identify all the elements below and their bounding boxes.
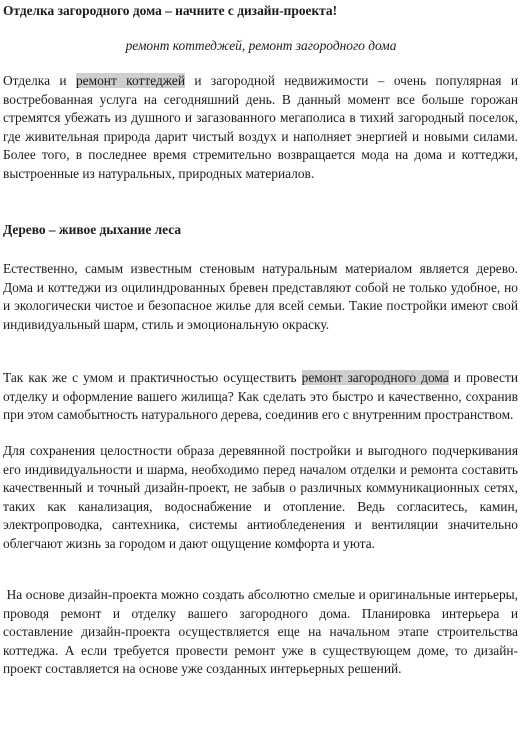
paragraph-design-project: Для сохранения целостности образа деревянной постройки и выгодного подчеркивания его индивидуальности и шарма, необходимо перед началом отделки и ремонта составить качественный и точный дизайн-проект, не забыв о различных коммуникационных сетях, таких как канализация, водоснабжение и отопление. Ведь согласитесь, камин, электропроводка, сантехника, системы антиобледенения и вентиляции значительно облегчают жизнь за городом и дают ощущение комфорта и уюта. [3,443,518,551]
country-house-renovation-link[interactable]: ремонт загородного дома [301,370,449,385]
section-heading-wood: Дерево – живое дыхание леса [3,222,182,237]
paragraph-how-to [3,369,518,425]
paragraph-intro [3,72,518,184]
paragraph-how-to-rest: и провести отделку и оформление вашего жилища? Как сделать это быстро и качественно, сохранив при этом самобытность натурального дерева, соединив его с внутренним пространством. [3,370,518,423]
paragraph-interiors: На основе дизайн-проекта можно создать абсолютно смелые и оригинальные интерьеры, проводя ремонт и отделку вашего загородного дома. Планировка интерьера и составление дизайн-проекта осуществляется еще на начальном этапе строительства коттеджа. А если требуется провести ремонт уже в существующем доме, то дизайн-проект составляется на основе уже созданных интерьерных решений. [3,587,522,677]
paragraph-intro-rest: и загородной недвижимости – очень популярная и востребованная услуга на сегодняшний день. В данный момент все больше горожан стремятся убежать из душного и загазованного мегаполиса в тихий загородный поселок, где живительная природа дарит чистый воздух и наполняет энергией и новыми силами. Более того, в последнее время стремительно возвращается мода на дома и коттеджи, выстроенные из натуральных, природных материалов. [3,73,518,181]
paragraph-how-to-start: Так как же с умом и практичностью осуществить [3,370,302,385]
article-title: Отделка загородного дома – начните с дизайн-проекта! [3,3,338,18]
paragraph-intro-start: Отделка и [3,73,76,88]
cottage-renovation-link[interactable]: ремонт коттеджей [75,73,185,88]
article-subtitle: ремонт коттеджей, ремонт загородного дома [125,38,397,53]
paragraph-wood: Естественно, самым известным стеновым натуральным материалом является дерево. Дома и коттеджи из оцилиндрованных бревен представляют собой не только удобное, но и экологически чистое и безопасное жилье для всей семьи. Такие постройки имеют свой индивидуальный шарм, стиль и эмоциональную окраску. [3,261,518,332]
